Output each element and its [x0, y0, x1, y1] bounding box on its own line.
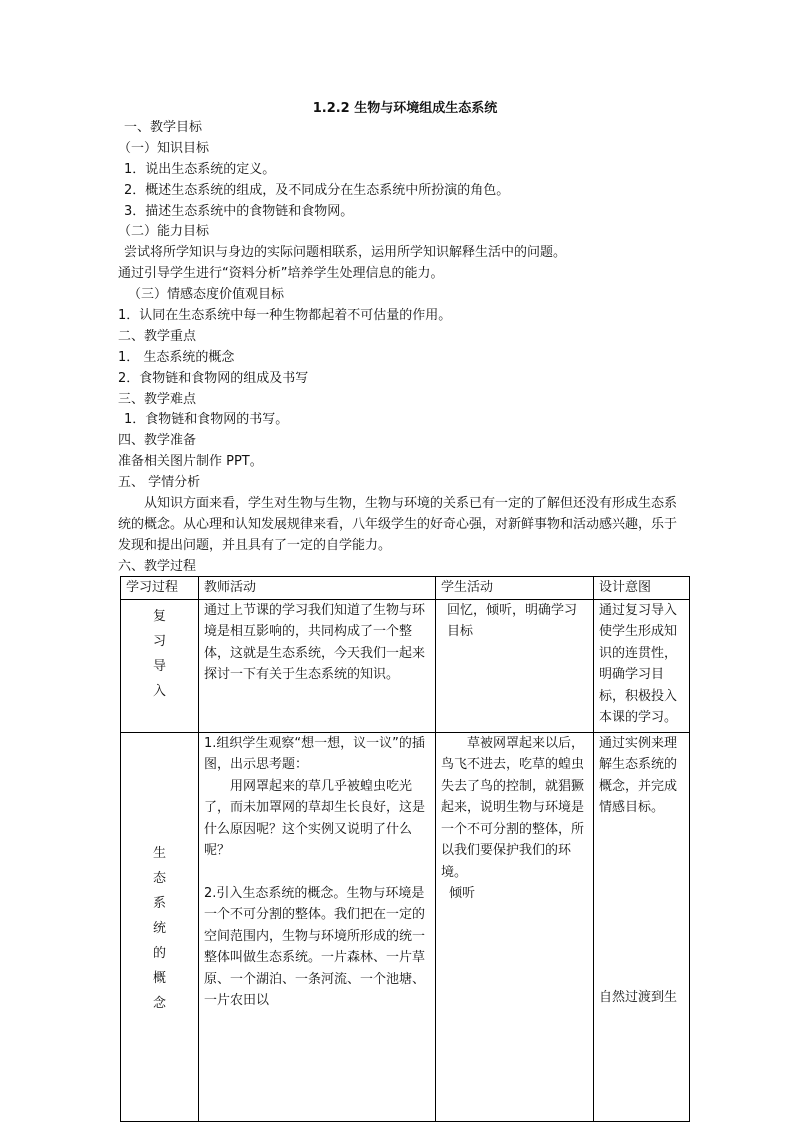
knowledge-goal-2: 2．概述生态系统的组成，及不同成分在生态系统中所扮演的角色。 — [124, 182, 510, 198]
stage-char: 概 — [152, 970, 166, 986]
stage-char: 系 — [152, 895, 166, 911]
intent-text: 自然过渡到生 — [599, 989, 678, 1005]
heading-difficulties: 三、教学难点 — [118, 391, 197, 407]
student-text: 回忆，倾听，明确学习目标 — [447, 602, 578, 639]
table-row — [121, 599, 690, 732]
stage-char: 复 — [152, 608, 166, 624]
design-intent — [594, 732, 690, 1121]
stage-char: 入 — [152, 683, 166, 699]
key-point-2: 2．食物链和食物网的组成及书写 — [118, 370, 309, 386]
teacher-text: 2.引入生态系统的概念。生物与环境是一个不可分割的整体。我们把在一定的空间范围内，生物与环境所形成的统一整体叫做生态系统。一片森林、一片草原、一个湖泊、一条河流、一个池塘、一片农田以 — [204, 885, 426, 1008]
heading-knowledge-goals: （一）知识目标 — [118, 140, 210, 156]
student-text: 倾听 — [449, 886, 476, 901]
knowledge-goal-3: 3．描述生态系统中的食物链和食物网。 — [124, 203, 354, 219]
stage-char: 的 — [152, 945, 166, 961]
intent-text: 通过复习导入使学生形成知识的连贯性，明确学习目标，积极投入本课的学习。 — [599, 602, 678, 725]
attitude-goal-1: 1．认同在生态系统中每一种生物都起着不可估量的作用。 — [118, 308, 452, 324]
stage-char: 念 — [152, 995, 166, 1011]
teacher-text: 1.组织学生观察“想一想，议一议”的插图，出示思考题： — [204, 735, 425, 772]
knowledge-goal-1: 1．说出生态系统的定义。 — [124, 161, 276, 177]
teacher-activity — [199, 599, 436, 732]
ability-goal-2: 通过引导学生进行“资料分析”培养学生处理信息的能力。 — [118, 266, 444, 282]
stage-review — [121, 599, 199, 732]
heading-attitude-goals: （三）情感态度价值观目标 — [128, 287, 285, 303]
stage-concept — [121, 732, 199, 1121]
intent-text: 通过实例来理解生态系统的概念，并完成情感目标。 — [599, 735, 678, 815]
heading-key-points: 二、教学重点 — [118, 328, 197, 344]
table-row — [121, 732, 690, 1121]
spacer — [204, 862, 430, 883]
stage-char: 统 — [152, 920, 166, 936]
heading-teaching-goals: 一、教学目标 — [124, 120, 203, 135]
stage-char: 生 — [152, 845, 166, 861]
teacher-text: 通过上节课的学习我们知道了生物与环境是相互影响的，共同构成了一个整体，这就是生态系统，今天我们一起来探讨一下有关于生态系统的知识。 — [204, 602, 426, 682]
stage-char: 导 — [152, 658, 166, 674]
ability-goal-1: 尝试将所学知识与身边的实际问题相联系，运用所学知识解释生活中的问题。 — [124, 245, 567, 261]
design-intent — [594, 599, 690, 732]
student-activity — [436, 732, 594, 1121]
document-title: 1.2.2 生物与环境组成生态系统 — [312, 101, 498, 116]
teacher-text: 用网罩起来的草几乎被蝗虫吃光了，而未加罩网的草却生长良好，这是什么原因呢？这个实例又说明了什么呢？ — [204, 778, 426, 858]
stage-char: 习 — [152, 633, 166, 649]
key-point-1: 1． 生态系统的概念 — [118, 349, 235, 365]
heading-preparation: 四、教学准备 — [118, 433, 197, 449]
difficulty-1: 1．食物链和食物网的书写。 — [124, 412, 289, 428]
header-student: 学生活动 — [436, 577, 594, 600]
lesson-plan-body — [118, 118, 690, 578]
heading-analysis: 五、 学情分析 — [118, 475, 201, 491]
header-teacher: 教师活动 — [199, 577, 436, 600]
analysis-paragraph: 从知识方面来看，学生对生物与生物，生物与环境的关系已有一定的了解但还没有形成生态系统的概念。从心理和认知发展规律来看，八年级学生的好奇心强，对新鲜事物和活动感兴趣，乐于发现和提出问题，并且具有了一定的自学能力。 — [118, 496, 678, 553]
header-intent: 设计意图 — [594, 577, 690, 600]
heading-process: 六、教学过程 — [118, 558, 197, 574]
teacher-activity — [199, 732, 436, 1121]
heading-ability-goals: （二）能力目标 — [118, 224, 210, 240]
student-activity — [436, 599, 594, 732]
preparation-text: 准备相关图片制作 PPT。 — [118, 454, 263, 470]
student-text: 草被网罩起来以后，鸟飞不进去，吃草的蝗虫失去了鸟的控制，就猖獗起来，说明生物与环境是一个不可分割的整体，所以我们要保护我们的环境。 — [441, 735, 585, 880]
stage-char: 态 — [152, 870, 166, 886]
header-stage: 学习过程 — [121, 577, 199, 600]
table-header-row — [121, 577, 690, 600]
teaching-process-table — [120, 576, 690, 1122]
spacer — [599, 819, 684, 987]
